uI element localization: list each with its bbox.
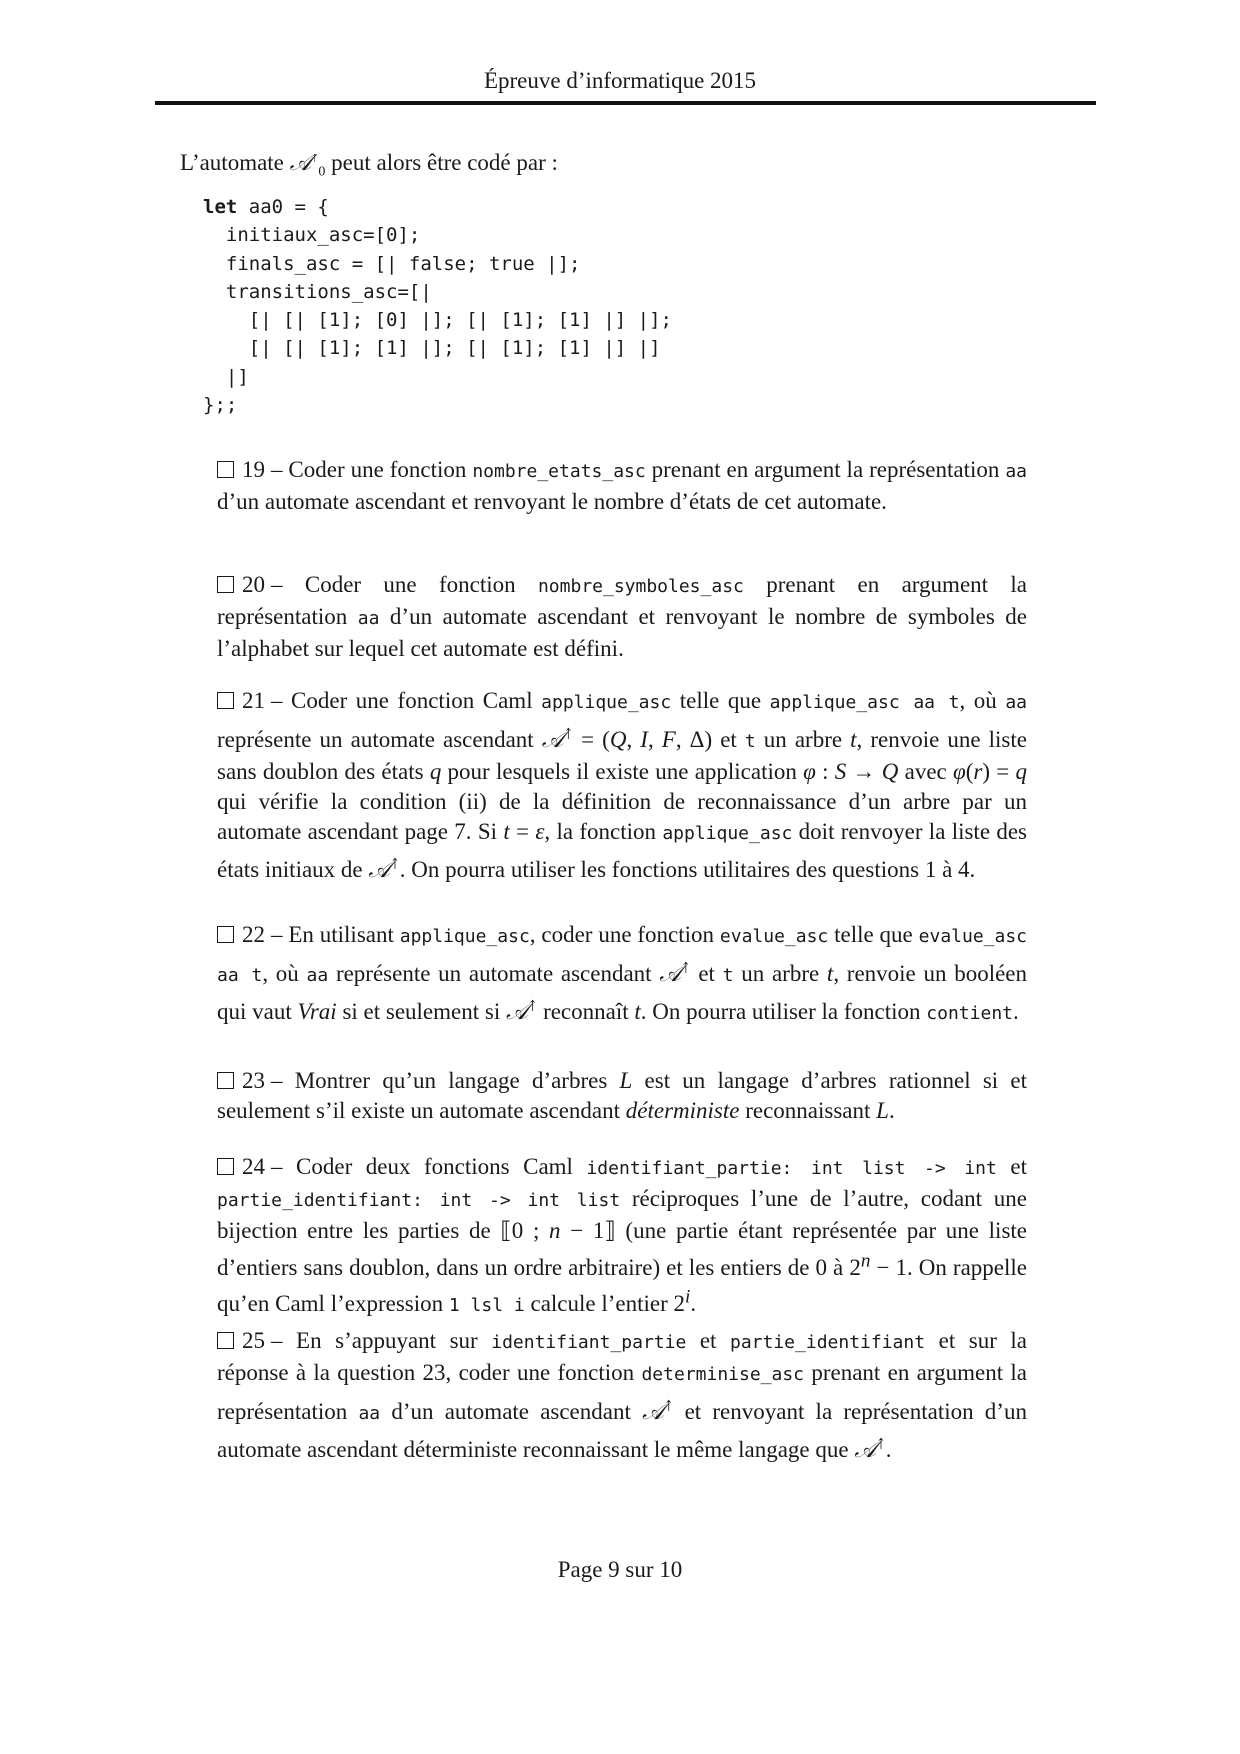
code-line: [| [| [1]; [0] |]; [| [1]; [1] |] |]; xyxy=(203,309,672,332)
checkbox-icon xyxy=(217,1158,234,1175)
automaton-symbol: 𝒜 xyxy=(289,150,312,176)
question-number: 23 xyxy=(242,1068,265,1093)
checkbox-icon xyxy=(217,1072,234,1089)
checkbox-icon xyxy=(217,926,234,943)
code-line: [| [| [1]; [1] |]; [| [1]; [1] |] |] xyxy=(203,337,661,360)
question-24 xyxy=(217,1152,1027,1321)
question-21 xyxy=(217,686,1027,885)
question-number: 21 xyxy=(242,688,265,713)
question-number: 20 xyxy=(242,572,265,597)
code-line: transitions_asc=[| xyxy=(203,280,432,303)
code-line: };; xyxy=(203,394,238,417)
question-text: – Coder une fonction nombre_etats_asc prenant en argument la représentation aa d’un automate ascendant et renvoyant le nombre d’états de cet automate. xyxy=(217,457,1027,514)
intro-sentence xyxy=(180,150,558,181)
automaton-subscript: 0 xyxy=(318,164,326,180)
header-rule xyxy=(155,101,1096,105)
question-text: – Coder une fonction Caml applique_asc telle que applique_asc aa t, où aa représente un automate ascendant 𝒜↑ = (Q, I, F, Δ) et t un arbre t, renvoie une liste sans doublon des états q pour lesquels il existe une application φ : S → Q avec φ(r) = q qui vérifie la condition (ii) de la définition de reconnaissance d’un arbre par un automate ascendant page 7. Si t = ε, la fonction applique_asc doit renvoyer la liste des états initiaux de 𝒜↑. On pourra utiliser les fonctions utilitaires des questions 1 à 4. xyxy=(217,688,1028,883)
question-22 xyxy=(217,920,1027,1029)
intro-text-after: peut alors être codé par : xyxy=(325,150,558,175)
question-text: – En s’appuyant sur identifiant_partie et partie_identifiant et sur la réponse à la question 23, coder une fonction determinise_asc prenant en argument la représentation aa d’un automate ascendant 𝒜↑ et renvoyant la représentation d’un automate ascendant déterministe reconnaissant le même langage que 𝒜↑. xyxy=(217,1328,1027,1463)
checkbox-icon xyxy=(217,1332,234,1349)
code-line: finals_asc = [| false; true |]; xyxy=(203,252,581,275)
page-header-title: Épreuve d’informatique 2015 xyxy=(483,68,757,93)
code-line: |] xyxy=(203,365,249,388)
checkbox-icon xyxy=(217,576,234,593)
question-text: – Coder deux fonctions Caml identifiant_partie: int list -> int et partie_identifiant: int -> int list réciproques l’une de l’autre, codant une bijection entre les parties de ⟦0 ; n − 1⟧ (une partie étant représentée par une liste d’entiers sans doublon, dans un ordre arbitraire) et les entiers de 0 à $2^n - 1$. On rappelle qu’en Caml l’expression 1 lsl i calcule l’entier 2$^i$. xyxy=(217,1154,1028,1317)
question-23 xyxy=(217,1066,1027,1126)
automaton-superscript: ↑ xyxy=(311,150,319,166)
code-block xyxy=(203,193,672,419)
question-number: 24 xyxy=(242,1154,265,1179)
question-text: – Coder une fonction nombre_symboles_asc prenant en argument la représentation aa d’un automate ascendant et renvoyant le nombre de symboles de l’alphabet sur lequel cet automate est défini. xyxy=(217,572,1027,661)
question-number: 19 xyxy=(242,457,265,482)
question-text: – Montrer qu’un langage d’arbres L est un langage d’arbres rationnel si et seulement s’il existe un automate ascendant déterministe reconnaissant L. xyxy=(217,1068,1027,1123)
question-19 xyxy=(217,455,1027,517)
code-line: initiaux_asc=[0]; xyxy=(203,224,421,247)
question-25 xyxy=(217,1326,1027,1465)
code-keyword: let xyxy=(203,196,238,218)
question-number: 22 xyxy=(242,922,265,947)
question-text: – En utilisant applique_asc, coder une fonction evalue_asc telle que evalue_asc aa t, où aa représente un automate ascendant 𝒜↑ et t un arbre t, renvoie un booléen qui vaut Vrai si et seulement si 𝒜↑ reconnaît t. On pourra utiliser la fonction contient. xyxy=(217,922,1028,1025)
question-number: 25 xyxy=(242,1328,265,1353)
code-line: aa0 = { xyxy=(237,196,329,218)
page-footer: Page 9 sur 10 xyxy=(557,1557,683,1582)
checkbox-icon xyxy=(217,461,234,478)
question-20 xyxy=(217,570,1027,664)
checkbox-icon xyxy=(217,692,234,709)
intro-text-before: L’automate xyxy=(180,150,290,175)
